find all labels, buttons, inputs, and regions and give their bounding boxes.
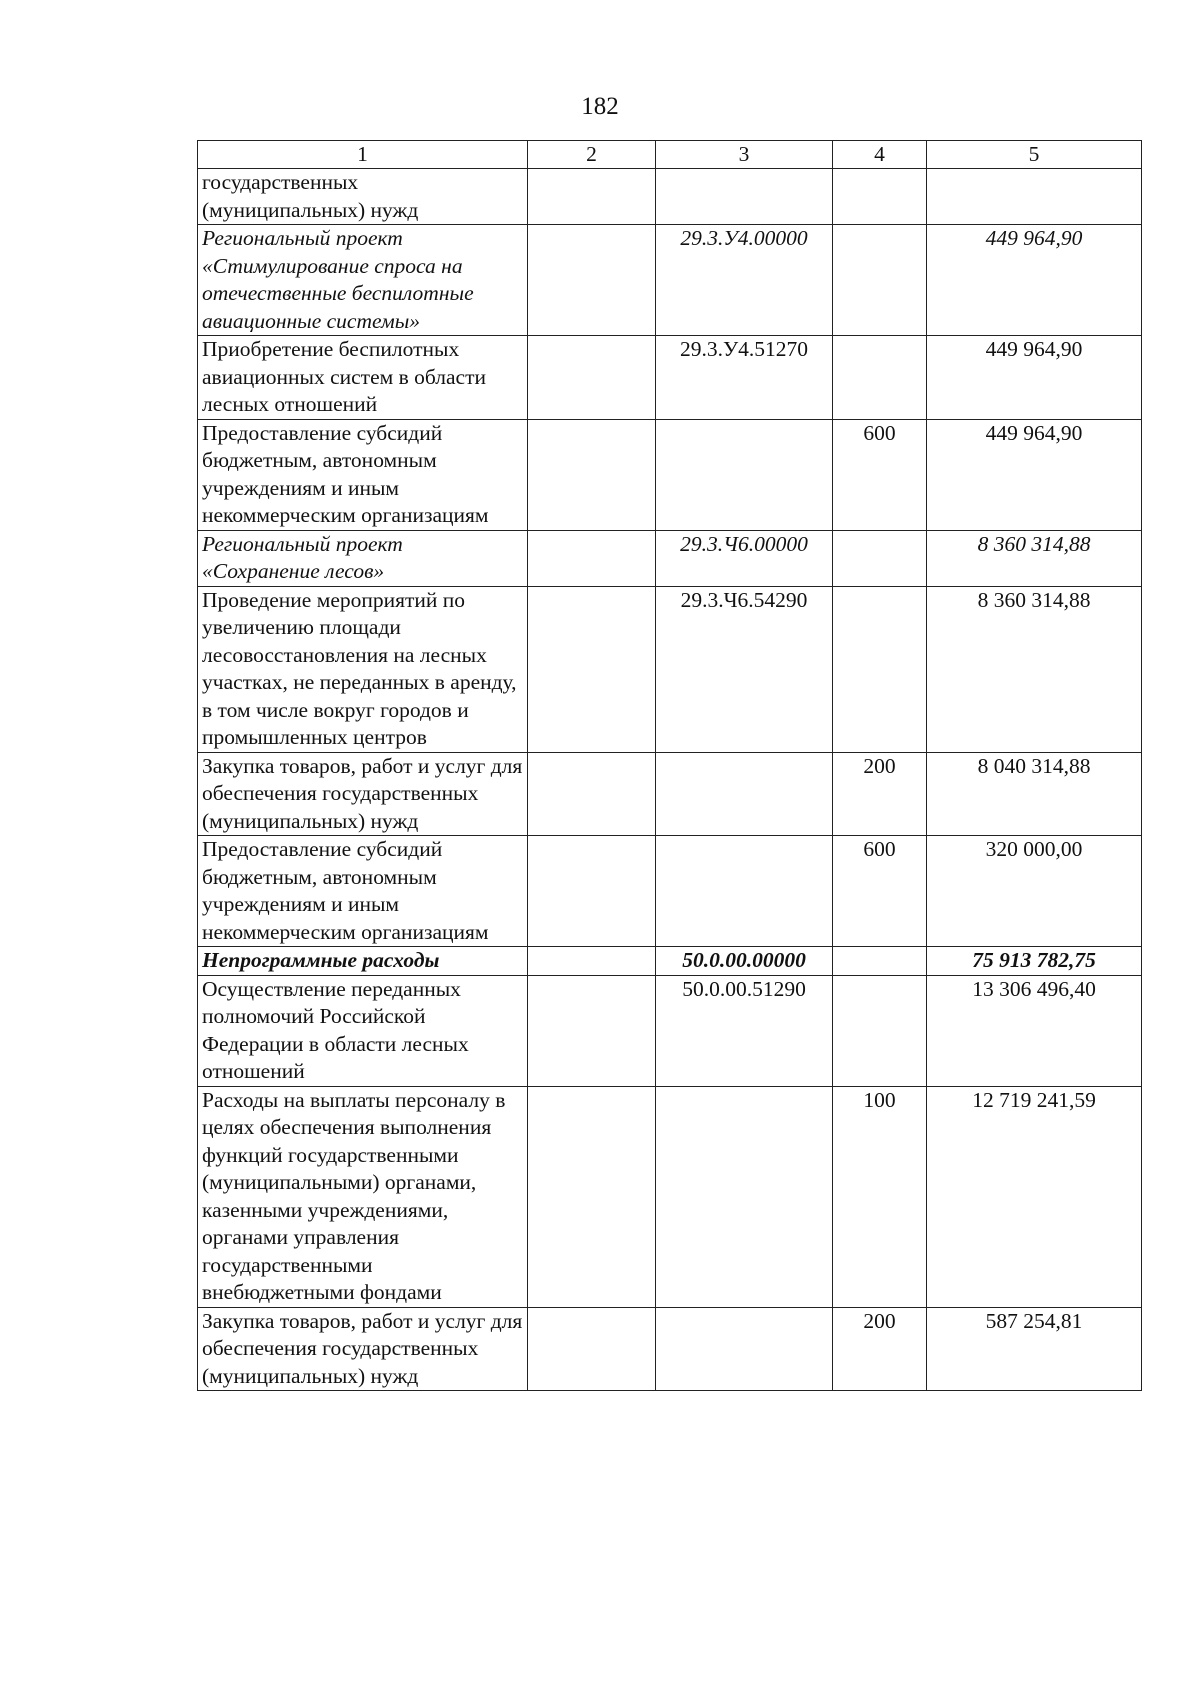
table-row [198,530,1142,586]
row-col2-cell [528,336,656,420]
table-row [198,586,1142,752]
row-code-cell [656,836,833,947]
row-code-cell: 29.3.Ч6.54290 [656,586,833,752]
table-row [198,419,1142,530]
row-amount-cell: 12 719 241,59 [927,1086,1142,1307]
row-col2-cell [528,586,656,752]
row-name-cell: Региональный проект «Сохранение лесов» [198,530,528,586]
row-code-cell: 50.0.00.51290 [656,975,833,1086]
row-amount-cell: 587 254,81 [927,1307,1142,1391]
row-name-cell: Проведение мероприятий по увеличению площади лесовосстановления на лесных участках, не переданных в аренду, в том числе вокруг городов и промышленных центров [198,586,528,752]
row-name-cell: Непрограммные расходы [198,947,528,976]
row-name-cell: Региональный проект «Стимулирование спроса на отечественные беспилотные авиационные системы» [198,225,528,336]
row-amount-cell [927,169,1142,225]
row-name-cell: Расходы на выплаты персоналу в целях обеспечения выполнения функций государственными (муниципальными) органами, казенными учреждениями, органами управления государственными внебюджетными фондами [198,1086,528,1307]
row-amount-cell: 8 040 314,88 [927,752,1142,836]
table-header [198,141,1142,169]
row-col2-cell [528,530,656,586]
row-col2-cell [528,1307,656,1391]
row-expense-type-cell [833,947,927,976]
row-code-cell: 29.3.У4.00000 [656,225,833,336]
row-code-cell: 29.3.Ч6.00000 [656,530,833,586]
row-amount-cell: 13 306 496,40 [927,975,1142,1086]
row-col2-cell [528,752,656,836]
table-row [198,836,1142,947]
table-row [198,947,1142,976]
row-expense-type-cell [833,336,927,420]
row-expense-type-cell: 600 [833,836,927,947]
table-row [198,1086,1142,1307]
row-col2-cell [528,169,656,225]
row-expense-type-cell [833,530,927,586]
row-col2-cell [528,419,656,530]
row-amount-cell: 449 964,90 [927,225,1142,336]
row-col2-cell [528,947,656,976]
row-expense-type-cell: 200 [833,1307,927,1391]
row-name-cell: Закупка товаров, работ и услуг для обеспечения государственных (муниципальных) нужд [198,752,528,836]
row-amount-cell: 449 964,90 [927,336,1142,420]
row-name-cell: Закупка товаров, работ и услуг для обеспечения государственных (муниципальных) нужд [198,1307,528,1391]
table-row [198,336,1142,420]
header-row [198,141,1142,169]
header-col-1: 1 [198,141,528,169]
row-col2-cell [528,975,656,1086]
row-code-cell: 29.3.У4.51270 [656,336,833,420]
budget-table [197,140,1142,1391]
row-code-cell [656,169,833,225]
row-expense-type-cell [833,169,927,225]
row-code-cell [656,419,833,530]
row-amount-cell: 8 360 314,88 [927,530,1142,586]
table-row [198,225,1142,336]
table-row [198,975,1142,1086]
table-row [198,169,1142,225]
row-col2-cell [528,225,656,336]
table-row [198,1307,1142,1391]
row-expense-type-cell: 200 [833,752,927,836]
row-amount-cell: 449 964,90 [927,419,1142,530]
row-col2-cell [528,1086,656,1307]
row-code-cell [656,1086,833,1307]
row-expense-type-cell: 100 [833,1086,927,1307]
header-col-4: 4 [833,141,927,169]
row-name-cell: Приобретение беспилотных авиационных систем в области лесных отношений [198,336,528,420]
table-row [198,752,1142,836]
row-expense-type-cell [833,975,927,1086]
row-name-cell: Предоставление субсидий бюджетным, автономным учреждениям и иным некоммерческим организациям [198,419,528,530]
row-col2-cell [528,836,656,947]
row-amount-cell: 8 360 314,88 [927,586,1142,752]
row-code-cell: 50.0.00.00000 [656,947,833,976]
header-col-2: 2 [528,141,656,169]
table-body [198,169,1142,1391]
row-expense-type-cell [833,225,927,336]
header-col-3: 3 [656,141,833,169]
row-name-cell: государственных (муниципальных) нужд [198,169,528,225]
row-name-cell: Осуществление переданных полномочий Российской Федерации в области лесных отношений [198,975,528,1086]
row-amount-cell: 320 000,00 [927,836,1142,947]
row-amount-cell: 75 913 782,75 [927,947,1142,976]
header-col-5: 5 [927,141,1142,169]
row-expense-type-cell: 600 [833,419,927,530]
row-code-cell [656,1307,833,1391]
row-expense-type-cell [833,586,927,752]
page-number: 182 [581,93,619,120]
row-name-cell: Предоставление субсидий бюджетным, автономным учреждениям и иным некоммерческим организациям [198,836,528,947]
row-code-cell [656,752,833,836]
